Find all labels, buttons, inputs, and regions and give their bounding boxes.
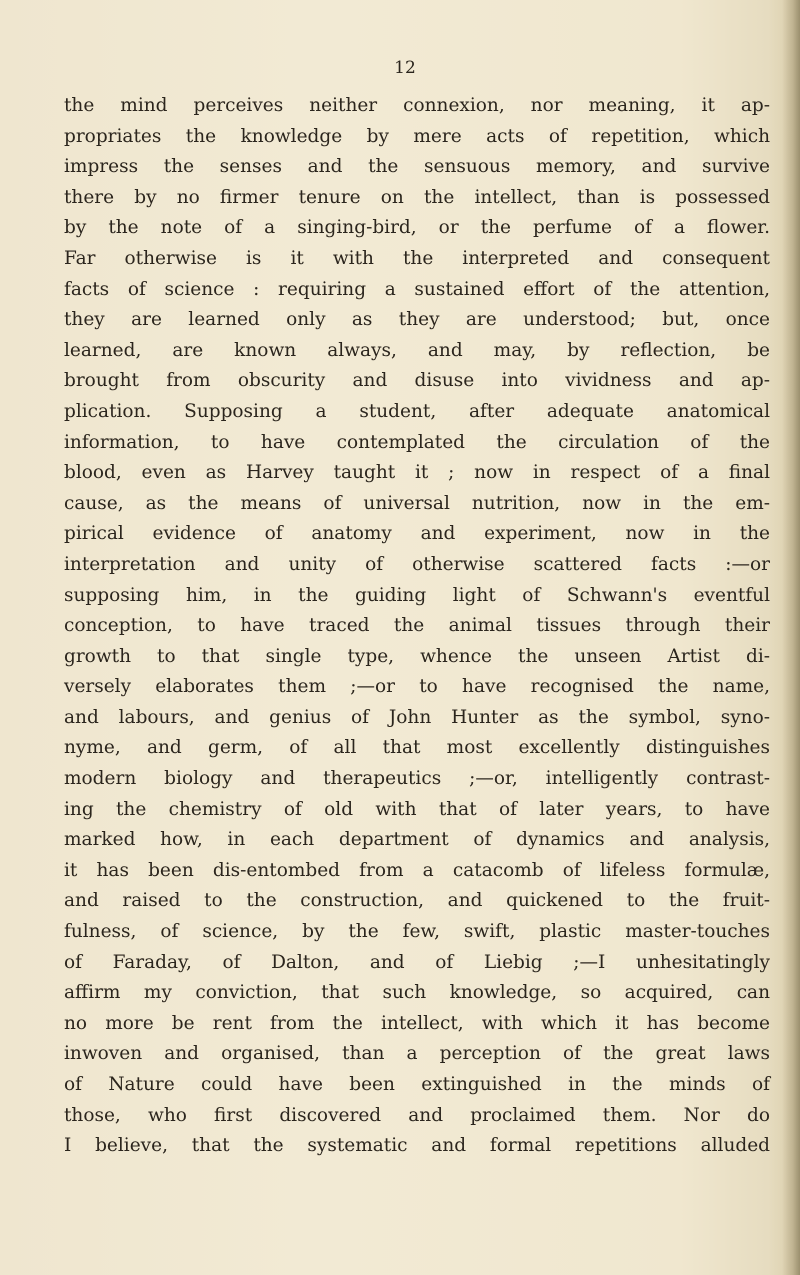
page-number: 12 bbox=[394, 58, 416, 78]
body-text bbox=[64, 91, 770, 1162]
text-line: affirm my conviction, that such knowledge, so acquired, can bbox=[64, 982, 770, 1004]
text-line: those, who first discovered and proclaimed them. Nor do bbox=[64, 1104, 770, 1126]
text-line: I believe, that the systematic and formal repetitions alluded bbox=[64, 1135, 770, 1157]
text-line: and raised to the construction, and quickened to the fruit- bbox=[64, 890, 770, 912]
text-line: cause, as the means of universal nutrition, now in the em- bbox=[64, 492, 770, 514]
text-line: impress the senses and the sensuous memory, and survive bbox=[64, 156, 770, 178]
text-line: information, to have contemplated the circulation of the bbox=[64, 431, 770, 453]
text-line: nyme, and germ, of all that most excellently distinguishes bbox=[64, 737, 770, 759]
text-line: the mind perceives neither connexion, nor meaning, it ap- bbox=[64, 95, 770, 116]
text-line: learned, are known always, and may, by reflection, be bbox=[64, 339, 770, 361]
text-line: by the note of a singing-bird, or the perfume of a flower. bbox=[64, 217, 770, 239]
text-line: facts of science : requiring a sustained effort of the attention, bbox=[64, 278, 770, 300]
text-line: fulness, of science, by the few, swift, plastic master-touches bbox=[64, 921, 770, 943]
text-line: they are learned only as they are understood; but, once bbox=[64, 309, 770, 331]
text-line: modern biology and therapeutics ;—or, intelligently contrast- bbox=[64, 768, 770, 790]
text-line: and labours, and genius of John Hunter as the symbol, syno- bbox=[64, 706, 770, 728]
text-line: Far otherwise is it with the interpreted and consequent bbox=[64, 247, 770, 269]
text-line: plication. Supposing a student, after adequate anatomical bbox=[64, 400, 770, 422]
text-line: propriates the knowledge by mere acts of repetition, which bbox=[64, 125, 770, 147]
text-line: growth to that single type, whence the unseen Artist di- bbox=[64, 645, 770, 667]
text-line: versely elaborates them ;—or to have recognised the name, bbox=[64, 676, 770, 698]
text-line: no more be rent from the intellect, with which it has become bbox=[64, 1012, 770, 1034]
text-line: supposing him, in the guiding light of Schwann's eventful bbox=[64, 584, 770, 606]
text-line: blood, even as Harvey taught it ; now in respect of a final bbox=[64, 462, 770, 484]
text-line: brought from obscurity and disuse into vividness and ap- bbox=[64, 370, 770, 392]
page-edge-shadow bbox=[782, 0, 800, 1275]
text-line: inwoven and organised, than a perception of the great laws bbox=[64, 1043, 770, 1065]
text-line: interpretation and unity of otherwise scattered facts :—or bbox=[64, 553, 770, 575]
text-line: it has been dis-entombed from a catacomb of lifeless formulæ, bbox=[64, 859, 770, 881]
text-line: there by no firmer tenure on the intellect, than is possessed bbox=[64, 186, 770, 208]
text-line: of Nature could have been extinguished in the minds of bbox=[64, 1074, 770, 1095]
text-line: conception, to have traced the animal tissues through their bbox=[64, 615, 770, 637]
text-line: ing the chemistry of old with that of later years, to have bbox=[64, 798, 770, 820]
text-line: of Faraday, of Dalton, and of Liebig ;—I unhesitatingly bbox=[64, 951, 770, 973]
text-line: marked how, in each department of dynamics and analysis, bbox=[64, 829, 770, 851]
text-line: pirical evidence of anatomy and experiment, now in the bbox=[64, 523, 770, 545]
